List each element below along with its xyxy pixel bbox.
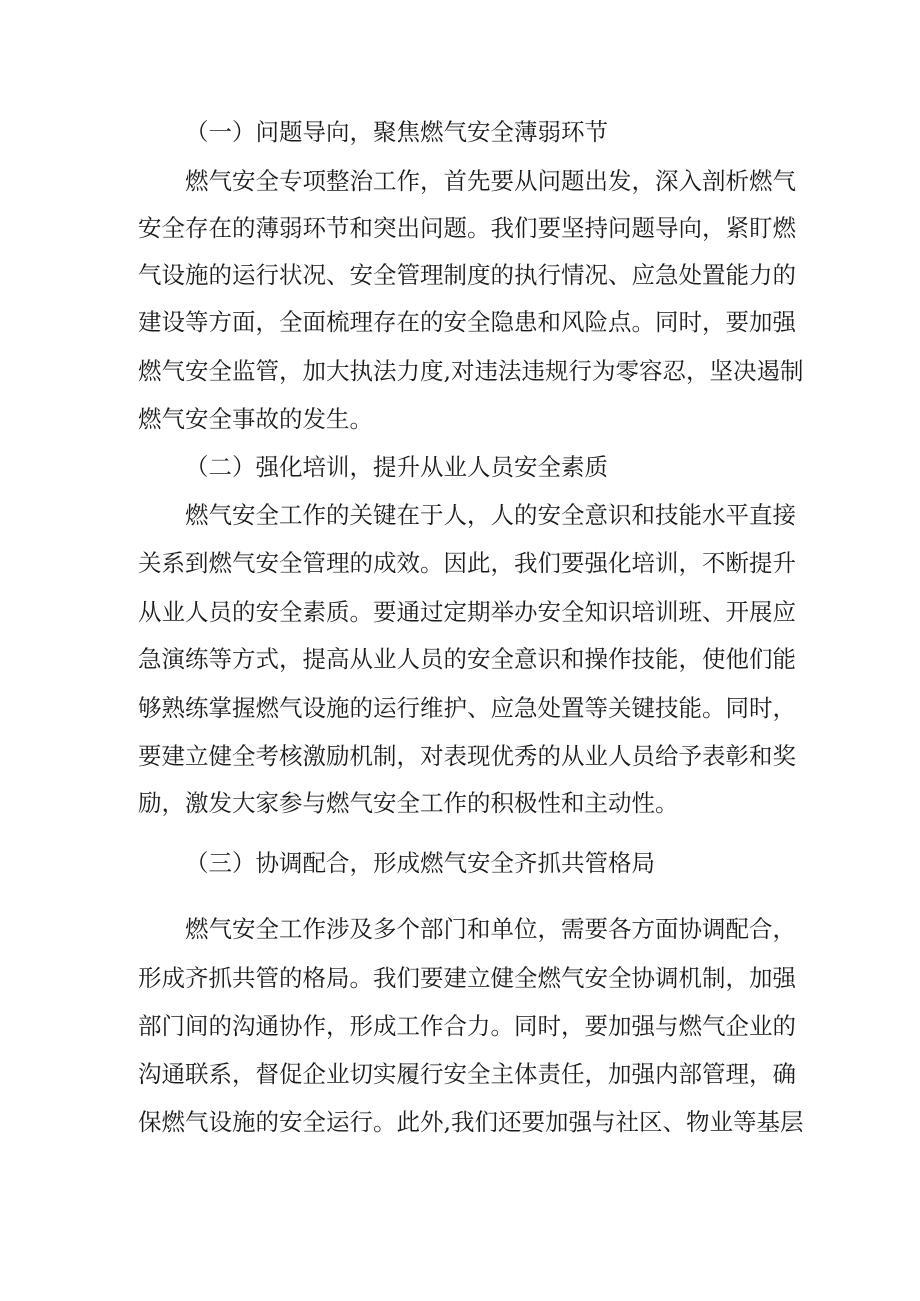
section-3-line-4: 沟通联系，督促企业切实履行安全主体责任，加强内部管理，确 <box>138 1060 796 1088</box>
section-2-line-3: 从业人员的安全素质。要通过定期举办安全知识培训班、开展应 <box>138 598 796 626</box>
section-1-line-6: 燃气安全事故的发生。 <box>138 405 373 433</box>
section-3-heading: （三）协调配合，形成燃气安全齐抓共管格局 <box>185 849 655 877</box>
section-1-heading: （一）问题导向，聚焦燃气安全薄弱环节 <box>185 118 608 146</box>
section-1-line-1: 燃气安全专项整治工作，首先要从问题出发，深入剖析燃气 <box>185 167 796 195</box>
section-3-line-5: 保燃气设施的安全运行。此外,我们还要加强与社区、物业等基层 <box>138 1108 804 1136</box>
section-2-heading: （二）强化培训，提升从业人员安全素质 <box>185 453 608 481</box>
section-2-line-7: 励，激发大家参与燃气安全工作的积极性和主动性。 <box>138 789 679 817</box>
section-2-line-5: 够熟练掌握燃气设施的运行维护、应急处置等关键技能。同时， <box>138 694 796 722</box>
section-1-line-5: 燃气安全监管，加大执法力度,对违法违规行为零容忍，坚决遏制 <box>138 357 804 385</box>
section-2-line-2: 关系到燃气安全管理的成效。因此，我们要强化培训，不断提升 <box>138 549 796 577</box>
section-1-line-4: 建设等方面，全面梳理存在的安全隐患和风险点。同时，要加强 <box>138 308 796 336</box>
section-3-line-3: 部门间的沟通协作，形成工作合力。同时，要加强与燃气企业的 <box>138 1012 796 1040</box>
section-1-line-2: 安全存在的薄弱环节和突出问题。我们要坚持问题导向，紧盯燃 <box>138 214 796 242</box>
section-2-line-6: 要建立健全考核激励机制，对表现优秀的从业人员给予表彰和奖 <box>138 742 796 770</box>
section-2-line-1: 燃气安全工作的关键在于人，人的安全意识和技能水平直接 <box>185 501 796 529</box>
section-3-line-2: 形成齐抓共管的格局。我们要建立健全燃气安全协调机制，加强 <box>138 964 796 992</box>
section-2-line-4: 急演练等方式，提高从业人员的安全意识和操作技能，使他们能 <box>138 645 796 673</box>
section-3-line-1: 燃气安全工作涉及多个部门和单位，需要各方面协调配合， <box>185 915 796 943</box>
section-1-line-3: 气设施的运行状况、安全管理制度的执行情况、应急处置能力的 <box>138 261 796 289</box>
